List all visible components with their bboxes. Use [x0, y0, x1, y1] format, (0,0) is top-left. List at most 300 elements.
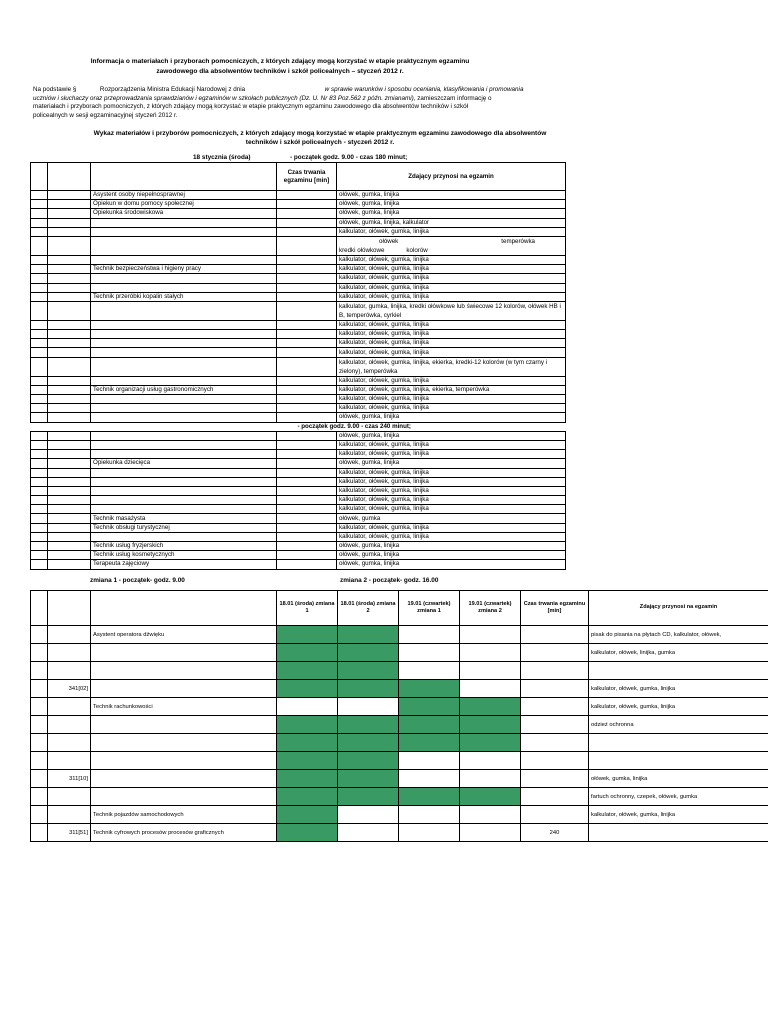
time-cell: [277, 459, 337, 468]
code-cell: [48, 644, 91, 662]
code-cell: [48, 255, 91, 264]
time-cell: [277, 496, 337, 505]
time-cell: [277, 348, 337, 357]
lp-cell: [31, 385, 48, 394]
code-cell: [48, 209, 91, 218]
profession-cell: [91, 236, 277, 255]
code-cell: [48, 265, 91, 274]
materials-cell: kalkulator, ołówek, gumka, linijka: [337, 255, 566, 264]
time-cell: [277, 301, 337, 320]
profession-cell: Technik organizacji usług gastronomicznych: [91, 385, 277, 394]
lp-cell: [31, 357, 48, 376]
table-row: [31, 385, 566, 394]
header-brings: Zdający przynosi na egzamin: [589, 591, 768, 626]
profession-cell: [91, 496, 277, 505]
table-row: [31, 523, 566, 532]
lp-cell: [31, 662, 48, 680]
table-row: [31, 227, 566, 236]
code-cell: [48, 413, 91, 422]
materials-cell: ołówek, gumka, linijka: [337, 413, 566, 422]
table-row: [31, 255, 566, 264]
profession-cell: [91, 662, 277, 680]
table-row: [31, 644, 768, 662]
profession-cell: [91, 450, 277, 459]
profession-cell: Opiekunka środowiskowa: [91, 209, 277, 218]
list-subtitle: [40, 129, 600, 147]
time-cell: [277, 431, 337, 440]
time-cell: [277, 320, 337, 329]
code-cell: [48, 505, 91, 514]
code-cell: [48, 357, 91, 376]
profession-cell: [91, 532, 277, 541]
time-cell: [277, 505, 337, 514]
code-cell: [48, 752, 91, 770]
materials-cell: kalkulator, ołówek, linijka, gumka: [589, 644, 768, 662]
table-row: [31, 440, 566, 449]
lp-cell: [31, 330, 48, 339]
materials-cell: [589, 752, 768, 770]
table-row: [31, 357, 566, 376]
shift-cell: [460, 770, 521, 788]
code-cell: [48, 542, 91, 551]
shift-cell: [460, 734, 521, 752]
materials-cell: fartuch ochronny, czepek, ołówek, gumka: [589, 788, 768, 806]
table-row: [31, 301, 566, 320]
shift-cell: [277, 734, 338, 752]
lp-cell: [31, 560, 48, 569]
time-cell: [521, 644, 589, 662]
lp-cell: [31, 395, 48, 404]
materials-b: temperówka: [501, 237, 535, 245]
table-row: [31, 431, 566, 440]
table-row: [31, 236, 566, 255]
shift-cell: [277, 716, 338, 734]
table-row: [31, 752, 768, 770]
lp-cell: [31, 514, 48, 523]
intro-p1: Na podstawie §: [33, 86, 77, 93]
code-cell: [48, 404, 91, 413]
profession-cell: [91, 788, 277, 806]
profession-cell: [91, 752, 277, 770]
time-cell: [521, 752, 589, 770]
shift-schedule-table: [30, 590, 768, 842]
shift-cell: [399, 644, 460, 662]
shift-cell: [460, 788, 521, 806]
profession-cell: [91, 227, 277, 236]
materials-cell: ołówek, gumka, linijka: [337, 560, 566, 569]
table-row: [31, 339, 566, 348]
materials-cell: kalkulator, ołówek, gumka, linijka: [337, 265, 566, 274]
time-cell: [277, 236, 337, 255]
code-cell: [48, 551, 91, 560]
code-cell: [48, 806, 91, 824]
lp-cell: [31, 431, 48, 440]
profession-cell: Technik cyfrowych procesów procesów graficznych: [91, 824, 277, 842]
shift-cell: [460, 716, 521, 734]
table-row: [31, 505, 566, 514]
time-cell: [521, 698, 589, 716]
materials-cell: ołówek, gumka, linijka: [337, 459, 566, 468]
shift-cell: [460, 662, 521, 680]
profession-cell: [91, 440, 277, 449]
code-cell: [48, 385, 91, 394]
header-exam-time: Czas trwania egzaminu [min]: [277, 163, 337, 191]
shift-cell: [460, 626, 521, 644]
shift-cell: [399, 716, 460, 734]
shift-cell: [460, 824, 521, 842]
table-row: [31, 698, 768, 716]
materials-cell: kalkulator, ołówek, gumka, linijka: [337, 523, 566, 532]
time-cell: [277, 551, 337, 560]
time-cell: [277, 218, 337, 227]
shift-cell: [277, 644, 338, 662]
table-row: [31, 404, 566, 413]
shift-cell: [338, 644, 399, 662]
code-cell: [48, 734, 91, 752]
time-cell: [277, 523, 337, 532]
shift-cell: [277, 680, 338, 698]
materials-cell: kalkulator, ołówek, gumka, linijka: [337, 486, 566, 495]
lp-cell: [31, 265, 48, 274]
materials-a: ołówek: [379, 237, 399, 245]
materials-cell: kalkulator, ołówek, gumka, linijka: [337, 376, 566, 385]
code-cell: [48, 626, 91, 644]
table-row: [31, 788, 768, 806]
profession-cell: [91, 301, 277, 320]
lp-cell: [31, 505, 48, 514]
shift-cell: [338, 662, 399, 680]
materials-cell: kalkulator, ołówek, gumka, linijka: [589, 698, 768, 716]
lp-cell: [31, 532, 48, 541]
shift-cell: [399, 698, 460, 716]
lp-cell: [31, 806, 48, 824]
time-cell: [521, 662, 589, 680]
time-cell: [277, 283, 337, 292]
shift-cell: [338, 734, 399, 752]
profession-cell: [91, 218, 277, 227]
code-cell: 311[51]: [48, 824, 91, 842]
subtitle-line-2: techników i szkół policealnych - styczeń 2012 r.: [245, 139, 395, 146]
lp-cell: [31, 459, 48, 468]
table-row: [31, 320, 566, 329]
table-row: [31, 274, 566, 283]
code-cell: 311[10]: [48, 770, 91, 788]
materials-cell: kalkulator, ołówek, gumka, linijka: [337, 505, 566, 514]
header-day1-shift2: 18.01 (środa) zmiana 2: [338, 591, 399, 626]
shift-cell: [338, 626, 399, 644]
lp-cell: [31, 200, 48, 209]
code-cell: [48, 191, 91, 200]
lp-cell: [31, 551, 48, 560]
materials-cell: kalkulator, ołówek, gumka, linijka: [337, 468, 566, 477]
shift-cell: [338, 752, 399, 770]
table-row: [31, 486, 566, 495]
shift-cell: [460, 698, 521, 716]
materials-cell: [589, 662, 768, 680]
table-row: [31, 265, 566, 274]
table-row: [31, 459, 566, 468]
profession-cell: Technik usług fryzjerskich: [91, 542, 277, 551]
table-row: [31, 395, 566, 404]
table-row: [31, 551, 566, 560]
profession-cell: [91, 770, 277, 788]
time-cell: [521, 770, 589, 788]
table-row: [31, 716, 768, 734]
materials-cell: ołówek, gumka, linijka: [337, 200, 566, 209]
shift-cell: [399, 662, 460, 680]
table-header-row: [31, 591, 768, 626]
time-cell: [277, 191, 337, 200]
code-cell: [48, 514, 91, 523]
table-row: [31, 348, 566, 357]
lp-cell: [31, 698, 48, 716]
intro-line2-rest: , zamieszczam informację o: [413, 94, 492, 102]
lp-cell: [31, 716, 48, 734]
profession-cell: [91, 468, 277, 477]
materials-cell: pisak do pisania na płytach CD, kalkulator, ołówek,: [589, 626, 768, 644]
shift-cell: [460, 806, 521, 824]
table-row: [31, 542, 566, 551]
code-cell: [48, 486, 91, 495]
materials-cell: kalkulator, ołówek, gumka, linijka: [337, 532, 566, 541]
materials-cell: ołówek, gumka, linijka: [337, 209, 566, 218]
time-cell: [277, 200, 337, 209]
materials-cell: odzież ochronna: [589, 716, 768, 734]
materials-c: kredki ołówkowe: [339, 246, 385, 254]
profession-cell: Technik rachunkowości: [91, 698, 277, 716]
start-label: - początek godz. 9.00 - czas 180 minut;: [290, 154, 408, 161]
code-cell: [48, 227, 91, 236]
profession-cell: Opiekunka dziecięca: [91, 459, 277, 468]
materials-cell: kalkulator, ołówek, gumka, linijka: [337, 404, 566, 413]
lp-cell: [31, 440, 48, 449]
materials-cell: kalkulator, ołówek, gumka, linijka: [337, 320, 566, 329]
profession-cell: [91, 486, 277, 495]
profession-cell: Asystent operatora dźwięku: [91, 626, 277, 644]
table-row: [31, 734, 768, 752]
materials-cell: kalkulator, ołówek, gumka, linijka, ekierka, temperówka: [337, 385, 566, 394]
profession-cell: [91, 255, 277, 264]
profession-cell: [91, 716, 277, 734]
materials-d: kolorów: [406, 246, 428, 254]
table-row: [31, 200, 566, 209]
profession-cell: Technik masażysta: [91, 514, 277, 523]
shift-cell: [460, 752, 521, 770]
lp-cell: [31, 209, 48, 218]
profession-cell: [91, 395, 277, 404]
document-title: [60, 57, 500, 77]
time-cell: [277, 385, 337, 394]
lp-cell: [31, 450, 48, 459]
shift-cell: [277, 626, 338, 644]
code-cell: [48, 200, 91, 209]
lp-cell: [31, 236, 48, 255]
profession-cell: [91, 680, 277, 698]
profession-cell: [91, 330, 277, 339]
table-row: [31, 292, 566, 301]
code-cell: [48, 662, 91, 680]
code-cell: [48, 716, 91, 734]
time-cell: [277, 330, 337, 339]
time-cell: [277, 532, 337, 541]
materials-cell: ołówek, gumka, linijka: [589, 770, 768, 788]
subtitle-line-1: Wykaz materiałów i przyborów pomocniczych, z których zdający mogą korzystać w etapie praktycznym egzaminu zawodowego dla absolwentów: [93, 130, 547, 137]
code-cell: [48, 292, 91, 301]
shift-cell: [399, 752, 460, 770]
lp-cell: [31, 227, 48, 236]
header-day2-shift2: 19.01 (czwartek) zmiana 2: [460, 591, 521, 626]
lp-cell: [31, 376, 48, 385]
code-cell: [48, 301, 91, 320]
shift-cell: [399, 626, 460, 644]
materials-table-day1: [30, 162, 566, 570]
profession-cell: Opiekun w domu pomocy społecznej: [91, 200, 277, 209]
time-cell: [277, 255, 337, 264]
lp-cell: [31, 542, 48, 551]
table-row: [31, 770, 768, 788]
table-row: [31, 496, 566, 505]
time-cell: [277, 450, 337, 459]
time-cell: [277, 209, 337, 218]
profession-cell: Technik usług kosmetycznych: [91, 551, 277, 560]
time-cell: [277, 265, 337, 274]
profession-cell: [91, 644, 277, 662]
lp-cell: [31, 218, 48, 227]
time-cell: [277, 292, 337, 301]
date-label: 18 stycznia (środa): [193, 154, 251, 161]
lp-cell: [31, 752, 48, 770]
lp-cell: [31, 191, 48, 200]
intro-p2: Rozporządzenia Ministra Edukacji Narodowej z dnia: [99, 86, 246, 93]
table-row: [31, 680, 768, 698]
table-row: [31, 218, 566, 227]
shift-cell: [399, 788, 460, 806]
time-cell: [521, 626, 589, 644]
profession-cell: [91, 505, 277, 514]
time-cell: [277, 339, 337, 348]
lp-cell: [31, 348, 48, 357]
profession-cell: [91, 431, 277, 440]
table-row: [31, 626, 768, 644]
code-cell: [48, 320, 91, 329]
time-cell: [277, 514, 337, 523]
shift2-label: zmiana 2 - początek- godz. 16.00: [340, 577, 439, 584]
materials-cell: kalkulator, ołówek, gumka, linijka: [337, 348, 566, 357]
table-row: [31, 477, 566, 486]
profession-cell: [91, 274, 277, 283]
profession-cell: Technik pojazdów samochodowych: [91, 806, 277, 824]
shift1-label: zmiana 1 - początek- godz. 9.00: [90, 577, 185, 584]
materials-cell: ołówek, gumka: [337, 514, 566, 523]
lp-cell: [31, 413, 48, 422]
time-cell: [521, 806, 589, 824]
code-cell: [48, 523, 91, 532]
lp-cell: [31, 320, 48, 329]
time-cell: [277, 468, 337, 477]
profession-cell: [91, 339, 277, 348]
code-cell: [48, 274, 91, 283]
materials-cell: ołówek, gumka, linijka, kalkulator: [337, 218, 566, 227]
intro-line3: materiałach i przyborach pomocniczych, z których zdający mogą korzystać w etapie praktycznym egzaminu zawodowego dla absolwentów techników i szkół: [33, 103, 469, 111]
lp-cell: [31, 255, 48, 264]
lp-cell: [31, 301, 48, 320]
profession-cell: Technik bezpieczeństwa i higieny pracy: [91, 265, 277, 274]
materials-cell: kalkulator, ołówek, gumka, linijka: [337, 227, 566, 236]
table-row: [31, 191, 566, 200]
shift-cell: [277, 806, 338, 824]
materials-cell: kalkulator, ołówek, gumka, linijka: [589, 806, 768, 824]
profession-cell: Technik przeróbki kopalin stałych: [91, 292, 277, 301]
materials-cell: [589, 824, 768, 842]
profession-cell: [91, 348, 277, 357]
intro-paragraph: [33, 86, 593, 120]
profession-cell: [91, 283, 277, 292]
code-cell: [48, 348, 91, 357]
shift-cell: [338, 788, 399, 806]
lp-cell: [31, 292, 48, 301]
materials-cell: [589, 734, 768, 752]
intro-line2-italic: uczniów i słuchaczy oraz przeprowadzania sprawdzianów i egzaminów w szkołach publicznych (Dz. U. Nr 83 Poz.562 z późn. zmianami): [33, 94, 414, 102]
lp-cell: [31, 523, 48, 532]
header-day1-shift1: 18.01 (środa) zmiana 1: [277, 591, 338, 626]
materials-cell: ołówek, gumka, linijka: [337, 431, 566, 440]
code-cell: [48, 431, 91, 440]
header-exam-time: Czas trwania egzaminu [min]: [521, 591, 589, 626]
shift-cell: [277, 770, 338, 788]
table-row: [31, 662, 768, 680]
table-row: [31, 413, 566, 422]
code-cell: [48, 496, 91, 505]
time-cell: [521, 734, 589, 752]
materials-cell: kalkulator, ołówek, gumka, linijka, ekierka, kredki-12 kolorów (w tym czarny i zielony), temperówka: [337, 357, 566, 376]
materials-cell: kalkulator, ołówek, gumka, linijka: [589, 680, 768, 698]
materials-cell: kalkulator, ołówek, gumka, linijka: [337, 330, 566, 339]
materials-cell: [337, 236, 566, 255]
intro-line4: policealnych w sesji egzaminacyjnej styczeń 2012 r.: [33, 111, 178, 119]
time-cell: [277, 357, 337, 376]
time-cell: [277, 404, 337, 413]
code-cell: [48, 218, 91, 227]
time-cell: [277, 486, 337, 495]
materials-cell: kalkulator, gumka, linijka, kredki ołówkowe lub świecowe 12 kolorów, ołówek HB i B, temperówka, cyrkiel: [337, 301, 566, 320]
lp-cell: [31, 788, 48, 806]
code-cell: [48, 788, 91, 806]
lp-cell: [31, 644, 48, 662]
code-cell: [48, 698, 91, 716]
shift-cell: [277, 662, 338, 680]
profession-cell: [91, 357, 277, 376]
materials-cell: kalkulator, ołówek, gumka, linijka: [337, 450, 566, 459]
profession-cell: [91, 413, 277, 422]
table-row: [31, 532, 566, 541]
code-cell: [48, 395, 91, 404]
lp-cell: [31, 339, 48, 348]
materials-cell: kalkulator, ołówek, gumka, linijka: [337, 292, 566, 301]
profession-cell: [91, 404, 277, 413]
table-row: [31, 514, 566, 523]
title-line-1: Informacja o materiałach i przyborach pomocniczych, z których zdający mogą korzystać w etapie praktycznym egzaminu: [90, 58, 470, 65]
shift-cell: [277, 752, 338, 770]
code-cell: [48, 330, 91, 339]
time-cell: [277, 542, 337, 551]
profession-cell: [91, 320, 277, 329]
title-line-2: zawodowego dla absolwentów techników i szkół policealnych – styczeń 2012 r.: [156, 68, 404, 75]
profession-cell: [91, 376, 277, 385]
materials-cell: kalkulator, ołówek, gumka, linijka: [337, 477, 566, 486]
table-row: [31, 330, 566, 339]
materials-cell: kalkulator, ołówek, gumka, linijka: [337, 283, 566, 292]
time-cell: [277, 560, 337, 569]
